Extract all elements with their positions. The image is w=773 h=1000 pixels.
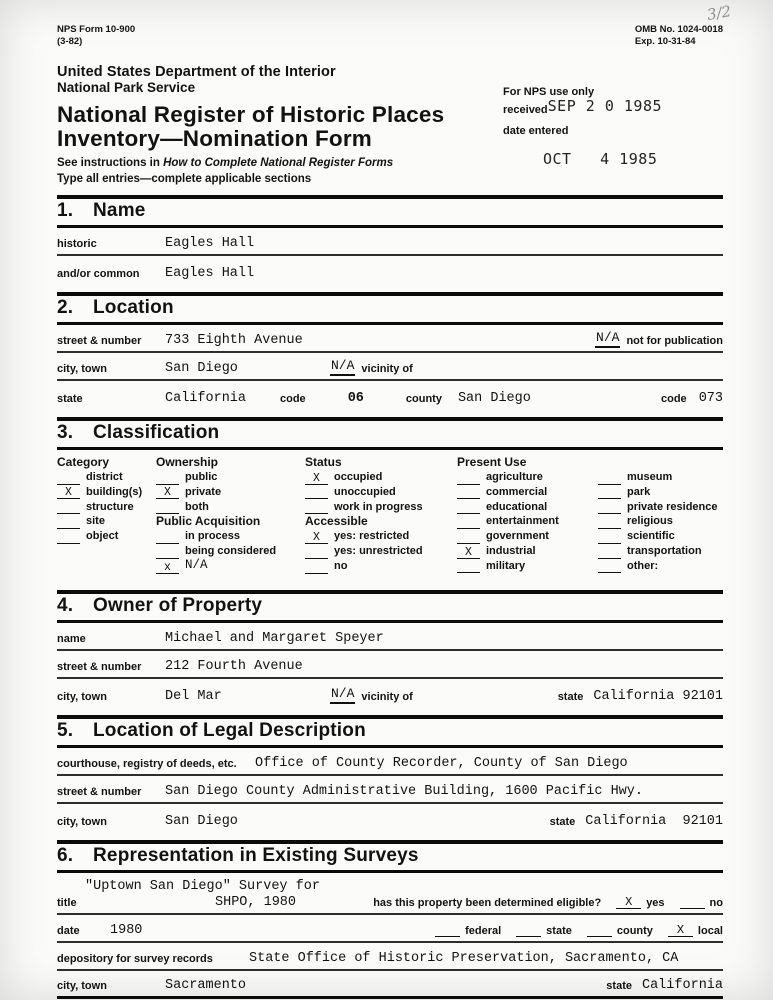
checkmark-eligible-yes: X (616, 897, 641, 909)
survey-state-value: California (641, 977, 723, 993)
checkmark-occupied: X (305, 473, 328, 485)
vicinity-na: N/A (330, 359, 355, 375)
checkmark-federal (435, 936, 460, 937)
label-private: private (185, 485, 222, 498)
category-column (57, 455, 156, 574)
instructions-prefix: See instructions in (57, 157, 164, 170)
field-owner-city (57, 679, 723, 707)
label-public: public (185, 470, 218, 483)
owner-state-label: state (557, 690, 584, 703)
label-scientific: scientific (627, 530, 675, 543)
label-object: object (86, 530, 119, 543)
owner-city-label: city, town (57, 690, 107, 703)
county-label: county (405, 393, 442, 406)
legal-city-value: San Diego (165, 813, 238, 829)
label-religious: religious (627, 515, 673, 528)
field-courthouse (57, 748, 723, 776)
checkmark-scientific (598, 543, 621, 544)
accessible-heading: Accessible (305, 514, 368, 529)
checkbox-buildings (57, 485, 156, 500)
checkmark-private-residence (598, 513, 621, 514)
label-yes-unrestricted: yes: unrestricted (334, 545, 423, 558)
legal-state-value: California 92101 (585, 813, 723, 829)
survey-state-group (606, 978, 723, 994)
section-4-header (57, 590, 723, 623)
eligible-question: has this property been determined eligible? (373, 896, 602, 909)
checkbox-unoccupied (305, 485, 457, 500)
section-1-number: 1. (57, 199, 74, 221)
section-2-number: 2. (57, 296, 74, 318)
label-other: other: (627, 559, 659, 572)
section-6-number: 6. (57, 844, 74, 866)
not-for-publication-group (595, 331, 723, 348)
owner-name-value: Michael and Margaret Speyer (165, 630, 384, 646)
checkmark-being-considered (156, 558, 179, 559)
present-use-col2-spacer (598, 455, 723, 470)
owner-vicinity-label: vicinity of (361, 690, 413, 703)
checkbox-entertainment (457, 514, 598, 529)
checkbox-work-in-progress (305, 499, 457, 514)
checkmark-eligible-no (680, 908, 705, 909)
label-both: both (185, 500, 209, 513)
checkmark-other (598, 572, 621, 573)
received-line (503, 99, 723, 117)
label-being-considered: being considered (185, 545, 277, 558)
instructions-line1 (57, 156, 537, 171)
checkmark-industrial: X (457, 547, 480, 559)
omb-block (635, 24, 723, 49)
survey-title-line1: "Uptown San Diego" Survey for (85, 879, 320, 895)
checkbox-yes-restricted (305, 529, 457, 544)
depository-label: depository for survey records (57, 952, 213, 965)
section-6-title: Representation in Existing Surveys (93, 844, 419, 866)
public-acquisition-heading: Public Acquisition (156, 514, 261, 529)
present-use-heading: Present Use (457, 454, 527, 469)
checkmark-no-access (305, 573, 328, 574)
survey-title-value (85, 879, 320, 910)
date-entered-stamp: OCT 4 1985 (543, 150, 658, 168)
field-survey-city (57, 971, 723, 999)
checkbox-agriculture (457, 470, 598, 485)
label-agriculture: agriculture (486, 470, 543, 483)
checkbox-museum (598, 470, 723, 485)
label-military: military (486, 559, 526, 572)
label-in-process: in process (185, 530, 241, 543)
state-value: California (165, 391, 247, 407)
label-park: park (627, 485, 651, 498)
checkbox-other (598, 559, 723, 574)
label-educational: educational (486, 500, 548, 513)
agency-name: National Park Service (57, 79, 196, 95)
checkbox-both (156, 499, 305, 514)
legal-state-label: state (549, 815, 576, 828)
county-value: San Diego (457, 391, 531, 407)
label-district: district (86, 470, 123, 483)
county-code-label: code (661, 393, 687, 406)
historic-label: historic (57, 238, 97, 251)
label-industrial: industrial (486, 544, 536, 557)
checkbox-site (57, 514, 156, 529)
owner-street-value: 212 Fourth Avenue (165, 658, 303, 674)
legal-city-label: city, town (57, 815, 107, 828)
nps-use-only-box (503, 86, 723, 168)
checkbox-scientific (598, 529, 723, 544)
survey-city-value: Sacramento (165, 977, 247, 993)
classification-grid (57, 450, 723, 582)
checkmark-museum (598, 484, 621, 485)
checkmark-yes-restricted: X (305, 532, 328, 544)
section-3-title: Classification (93, 421, 220, 443)
present-use-column-2 (598, 455, 723, 574)
nps-use-only-label: For NPS use only (503, 86, 595, 98)
checkbox-occupied (305, 470, 457, 485)
checkmark-public (156, 484, 179, 485)
label-museum: museum (627, 470, 673, 483)
checkbox-district (57, 470, 156, 485)
owner-street-label: street & number (57, 660, 142, 673)
label-work-in-progress: work in progress (334, 500, 423, 513)
checkmark-private: X (156, 487, 179, 499)
checkbox-object (57, 529, 156, 544)
checkbox-religious (598, 514, 723, 529)
legal-street-label: street & number (57, 785, 142, 798)
city-value: San Diego (165, 361, 238, 377)
form-number-block (57, 24, 135, 49)
legal-street-value: San Diego County Administrative Building, 1600 Pacific Hwy. (165, 783, 643, 799)
field-legal-street (57, 776, 723, 804)
local-level-label: local (697, 924, 723, 937)
field-city-town (57, 353, 723, 381)
checkmark-yes-unrestricted (305, 558, 328, 559)
survey-state-label: state (606, 979, 632, 992)
not-for-publication-label: not for publication (626, 335, 723, 348)
field-survey-title (57, 873, 723, 915)
owner-vicinity-na: N/A (330, 687, 355, 703)
checkmark-park (598, 498, 621, 499)
label-yes-restricted: yes: restricted (334, 530, 410, 543)
checkmark-educational (457, 513, 480, 514)
not-for-publication-na: N/A (595, 331, 620, 347)
street-label: street & number (57, 335, 142, 348)
label-occupied: occupied (334, 470, 383, 483)
checkbox-industrial (457, 544, 598, 559)
form-title-line2: Inventory—Nomination Form (57, 125, 373, 151)
checkmark-religious (598, 528, 621, 529)
survey-title-line2: SHPO, 1980 (215, 894, 297, 910)
historic-value: Eagles Hall (165, 236, 255, 252)
checkbox-transportation (598, 544, 723, 559)
owner-state-group (558, 689, 723, 705)
field-street-number (57, 325, 723, 353)
checkbox-yes-unrestricted (305, 544, 457, 559)
status-column (305, 455, 457, 574)
omb-expiration: Exp. 10-31-84 (634, 36, 696, 48)
form-title (57, 103, 577, 151)
common-label: and/or common (57, 268, 140, 281)
label-government: government (486, 530, 549, 543)
checkmark-unoccupied (305, 498, 328, 499)
checkmark-in-process (156, 543, 179, 544)
county-level-label: county (616, 924, 653, 937)
federal-label: federal (465, 924, 502, 937)
label-unoccupied: unoccupied (334, 485, 396, 498)
checkbox-private (156, 485, 305, 500)
label-acquisition-na: N/A (185, 558, 208, 573)
city-label: city, town (57, 363, 107, 376)
form-number: NPS Form 10-900 (57, 24, 136, 35)
survey-date-label: date (57, 924, 80, 937)
field-owner-name (57, 623, 723, 651)
label-site: site (86, 515, 105, 528)
form-instructions (57, 156, 537, 186)
label-structure: structure (86, 500, 134, 513)
field-common-name (57, 256, 723, 284)
form-title-line1: National Register of Historic Places (57, 101, 445, 127)
category-heading: Category (57, 454, 110, 469)
survey-city-label: city, town (57, 979, 107, 992)
survey-title-label: title (57, 896, 77, 909)
checkmark-commercial (457, 498, 480, 499)
ownership-heading: Ownership (156, 454, 219, 469)
label-buildings: building(s) (86, 485, 143, 498)
checkbox-in-process (156, 529, 305, 544)
checkmark-agriculture (457, 484, 480, 485)
section-2-title: Location (93, 296, 174, 318)
checkmark-site (57, 528, 80, 529)
courthouse-value: Office of County Recorder, County of San Diego (255, 755, 628, 771)
label-entertainment: entertainment (486, 515, 559, 528)
omb-number: OMB No. 1024-0018 (634, 24, 723, 35)
section-1-header (57, 195, 723, 228)
checkbox-government (457, 529, 598, 544)
label-private-residence: private residence (627, 500, 718, 513)
field-owner-street (57, 651, 723, 679)
checkbox-park (598, 485, 723, 500)
code-value: 06 (347, 391, 364, 407)
state-level-label: state (546, 924, 572, 937)
checkmark-acquisition-na: x (156, 562, 179, 574)
checkmark-district (57, 484, 80, 485)
form-meta (57, 24, 723, 49)
checkbox-private-residence (598, 499, 723, 514)
street-value: 733 Eighth Avenue (165, 333, 303, 349)
received-date-stamp: SEP 2 0 1985 (547, 97, 663, 115)
eligible-no-label: no (709, 896, 723, 909)
depository-value: State Office of Historic Preservation, Sacramento, CA (249, 950, 679, 966)
owner-state-value: California 92101 (593, 688, 723, 704)
checkmark-local: X (668, 925, 693, 937)
checkmark-transportation (598, 558, 621, 559)
county-code-group (661, 391, 723, 407)
checkmark-structure (57, 513, 80, 514)
received-label: received (503, 104, 548, 116)
section-3-header (57, 417, 723, 450)
field-depository (57, 943, 723, 971)
date-entered-label: date entered (503, 125, 569, 137)
state-label: state (57, 393, 83, 406)
eligible-yes-label: yes (646, 896, 665, 909)
checkbox-being-considered (156, 544, 305, 559)
section-1-title: Name (93, 199, 146, 221)
present-use-column-1 (457, 455, 598, 574)
handwritten-annotation: 3/2 (705, 2, 733, 24)
field-historic-name (57, 228, 723, 256)
section-5-title: Location of Legal Description (93, 719, 366, 741)
section-5-number: 5. (57, 719, 74, 741)
department-name: United States Department of the Interior (57, 63, 336, 80)
form-revision: (3-82) (57, 36, 83, 48)
ownership-column (156, 455, 305, 574)
instructions-manual-title: How to Complete National Register Forms (163, 157, 394, 170)
section-3-number: 3. (57, 421, 74, 443)
section-6-header (57, 840, 723, 873)
checkbox-acquisition-na (156, 559, 305, 574)
county-code-value: 073 (698, 391, 723, 407)
checkmark-county (587, 936, 612, 937)
checkmark-entertainment (457, 528, 480, 529)
courthouse-label: courthouse, registry of deeds, etc. (57, 757, 237, 770)
checkmark-state (516, 936, 541, 937)
section-4-number: 4. (57, 594, 74, 616)
checkmark-military (457, 572, 480, 573)
checkbox-no-access (305, 559, 457, 574)
checkbox-public (156, 470, 305, 485)
vicinity-label: vicinity of (361, 363, 413, 376)
survey-date-value: 1980 (110, 922, 143, 938)
label-no-access: no (334, 559, 348, 572)
eligible-group (373, 894, 723, 911)
section-2-header (57, 292, 723, 325)
section-5-header (57, 715, 723, 748)
field-state-county (57, 381, 723, 409)
checkbox-commercial (457, 485, 598, 500)
code-label: code (280, 393, 306, 406)
owner-name-label: name (57, 632, 86, 645)
checkmark-buildings: X (57, 487, 80, 499)
checkbox-educational (457, 499, 598, 514)
survey-level-group (420, 922, 723, 939)
label-commercial: commercial (486, 485, 548, 498)
checkmark-object (57, 543, 80, 544)
checkbox-structure (57, 499, 156, 514)
field-legal-city (57, 804, 723, 832)
checkmark-government (457, 543, 480, 544)
label-transportation: transportation (627, 544, 702, 557)
instructions-line2: Type all entries—complete applicable sections (57, 172, 312, 185)
section-4-title: Owner of Property (93, 594, 263, 616)
checkbox-military (457, 559, 598, 574)
field-survey-date (57, 915, 723, 943)
status-heading: Status (305, 454, 342, 469)
legal-state-group (550, 814, 723, 830)
owner-city-value: Del Mar (165, 688, 222, 704)
common-value: Eagles Hall (165, 266, 255, 282)
